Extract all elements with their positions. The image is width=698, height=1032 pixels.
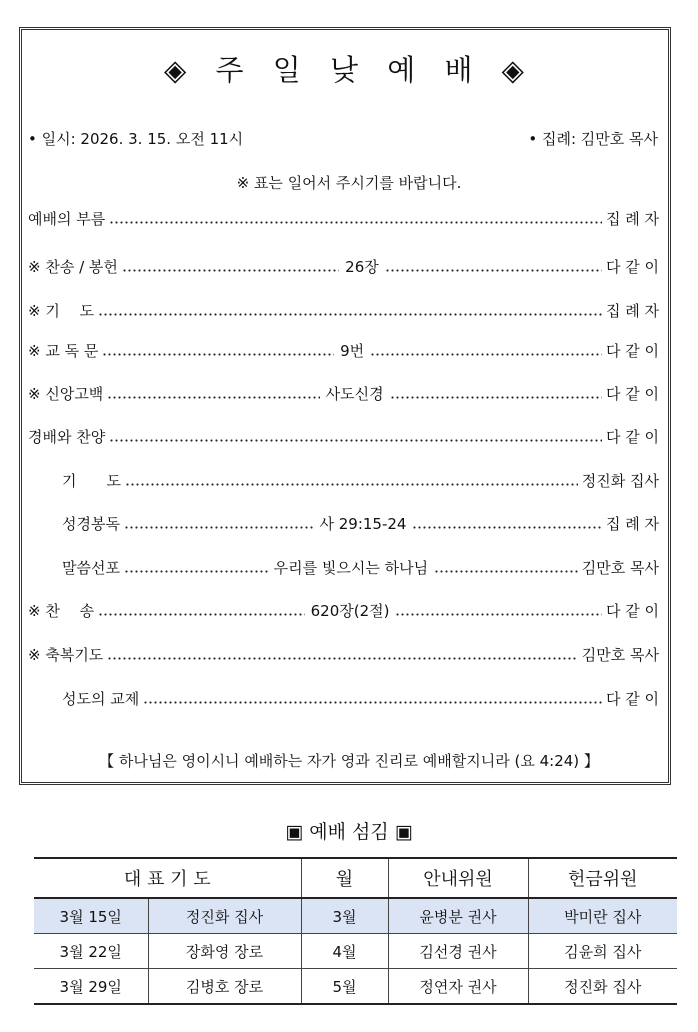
dot-leader (98, 304, 602, 316)
table-header-row (34, 858, 677, 898)
dot-leader (125, 474, 578, 486)
order-item (28, 338, 659, 362)
order-leader: 집 례 자 (605, 209, 659, 228)
dot-leader (412, 517, 602, 529)
order-label: 말씀선포 (62, 558, 120, 577)
order-label: ※ 찬송 / 봉헌 (28, 257, 118, 276)
order-label: 기 도 (62, 471, 121, 490)
order-detail: 우리를 빛으시는 하나님 (273, 558, 429, 577)
table-row (34, 969, 677, 1005)
order-leader: 집 례 자 (605, 301, 659, 320)
cell-date: 3월 15일 (34, 898, 148, 934)
dot-leader (434, 561, 578, 573)
order-label: ※ 찬 송 (28, 601, 95, 620)
dot-leader (390, 387, 602, 399)
dot-leader (370, 344, 602, 356)
dot-leader (124, 517, 314, 529)
cell-date: 3월 29일 (34, 969, 148, 1005)
cell-usher: 윤병분 권사 (388, 898, 528, 934)
cell-offering: 김윤희 집사 (528, 934, 677, 969)
dot-leader (395, 604, 602, 616)
order-item (62, 511, 659, 535)
header-month: 월 (301, 858, 388, 898)
table-row (34, 898, 677, 934)
dot-leader (124, 561, 268, 573)
cell-month: 5월 (301, 969, 388, 1005)
service-datetime: • 일시: 2026. 3. 15. 오전 11시 (28, 130, 244, 148)
cell-prayer: 김병호 장로 (148, 969, 301, 1005)
order-item (62, 468, 659, 492)
cell-usher: 김선경 권사 (388, 934, 528, 969)
order-leader: 다 같 이 (605, 689, 659, 708)
order-label: ※ 기 도 (28, 301, 95, 320)
scripture-verse: 【 하나님은 영이시니 예배하는 자가 영과 진리로 예배할지니라 (요 4:24) 】 (99, 752, 599, 770)
order-leader: 다 같 이 (606, 257, 660, 276)
table-row (34, 934, 677, 969)
order-leader: 다 같 이 (605, 427, 659, 446)
dot-leader (98, 604, 305, 616)
cell-prayer: 정진화 집사 (148, 898, 301, 934)
cell-month: 4월 (301, 934, 388, 969)
duty-table (34, 857, 677, 1005)
dot-leader (143, 692, 602, 704)
cell-month: 3월 (301, 898, 388, 934)
order-label: 성도의 교제 (62, 689, 140, 708)
order-label: ※ 신앙고백 (28, 384, 104, 403)
order-item (62, 686, 659, 710)
order-detail: 26장 (345, 257, 379, 276)
dot-leader (107, 648, 577, 660)
dot-leader (122, 260, 339, 272)
stand-note: ※ 표는 일어서 주시기를 바랍니다. (236, 174, 462, 192)
header-prayer: 대 표 기 도 (34, 858, 301, 898)
header-usher: 안내위원 (388, 858, 528, 898)
order-item (28, 424, 659, 448)
order-item (62, 555, 659, 579)
order-label: ※ 교 독 문 (28, 341, 99, 360)
order-leader: 집 례 자 (606, 514, 660, 533)
cell-usher: 정연자 권사 (388, 969, 528, 1005)
order-item (28, 298, 659, 322)
dot-leader (109, 430, 602, 442)
cell-date: 3월 22일 (34, 934, 148, 969)
order-label: ※ 축복기도 (28, 645, 104, 664)
order-leader: 김만호 목사 (581, 558, 659, 577)
order-item (28, 381, 659, 405)
page-title: ◈ 주 일 낮 예 배 ◈ (164, 53, 534, 87)
order-leader: 다 같 이 (605, 384, 659, 403)
service-duty-title: ▣ 예배 섬김 ▣ (285, 821, 413, 843)
dot-leader (385, 260, 602, 272)
service-leader: • 집례: 김만호 목사 (528, 130, 658, 148)
order-label: 경배와 찬양 (28, 427, 106, 446)
order-item (28, 206, 659, 230)
order-leader: 다 같 이 (605, 601, 659, 620)
order-leader: 정진화 집사 (581, 471, 659, 490)
order-label: 성경봉독 (62, 514, 120, 533)
order-leader: 다 같 이 (605, 341, 659, 360)
cell-offering: 박미란 집사 (528, 898, 677, 934)
cell-prayer: 장화영 장로 (148, 934, 301, 969)
cell-offering: 정진화 집사 (528, 969, 677, 1005)
dot-leader (102, 344, 334, 356)
order-detail: 사 29:15-24 (319, 514, 407, 533)
order-item (28, 642, 659, 666)
order-leader: 김만호 목사 (581, 645, 659, 664)
dot-leader (107, 387, 319, 399)
order-detail: 9번 (340, 341, 365, 360)
order-label: 예배의 부름 (28, 209, 106, 228)
order-detail: 사도신경 (325, 384, 384, 403)
order-detail: 620장(2절) (310, 601, 390, 620)
dot-leader (109, 212, 602, 224)
order-item (28, 598, 659, 622)
order-item (28, 254, 659, 278)
header-offering: 헌금위원 (528, 858, 677, 898)
